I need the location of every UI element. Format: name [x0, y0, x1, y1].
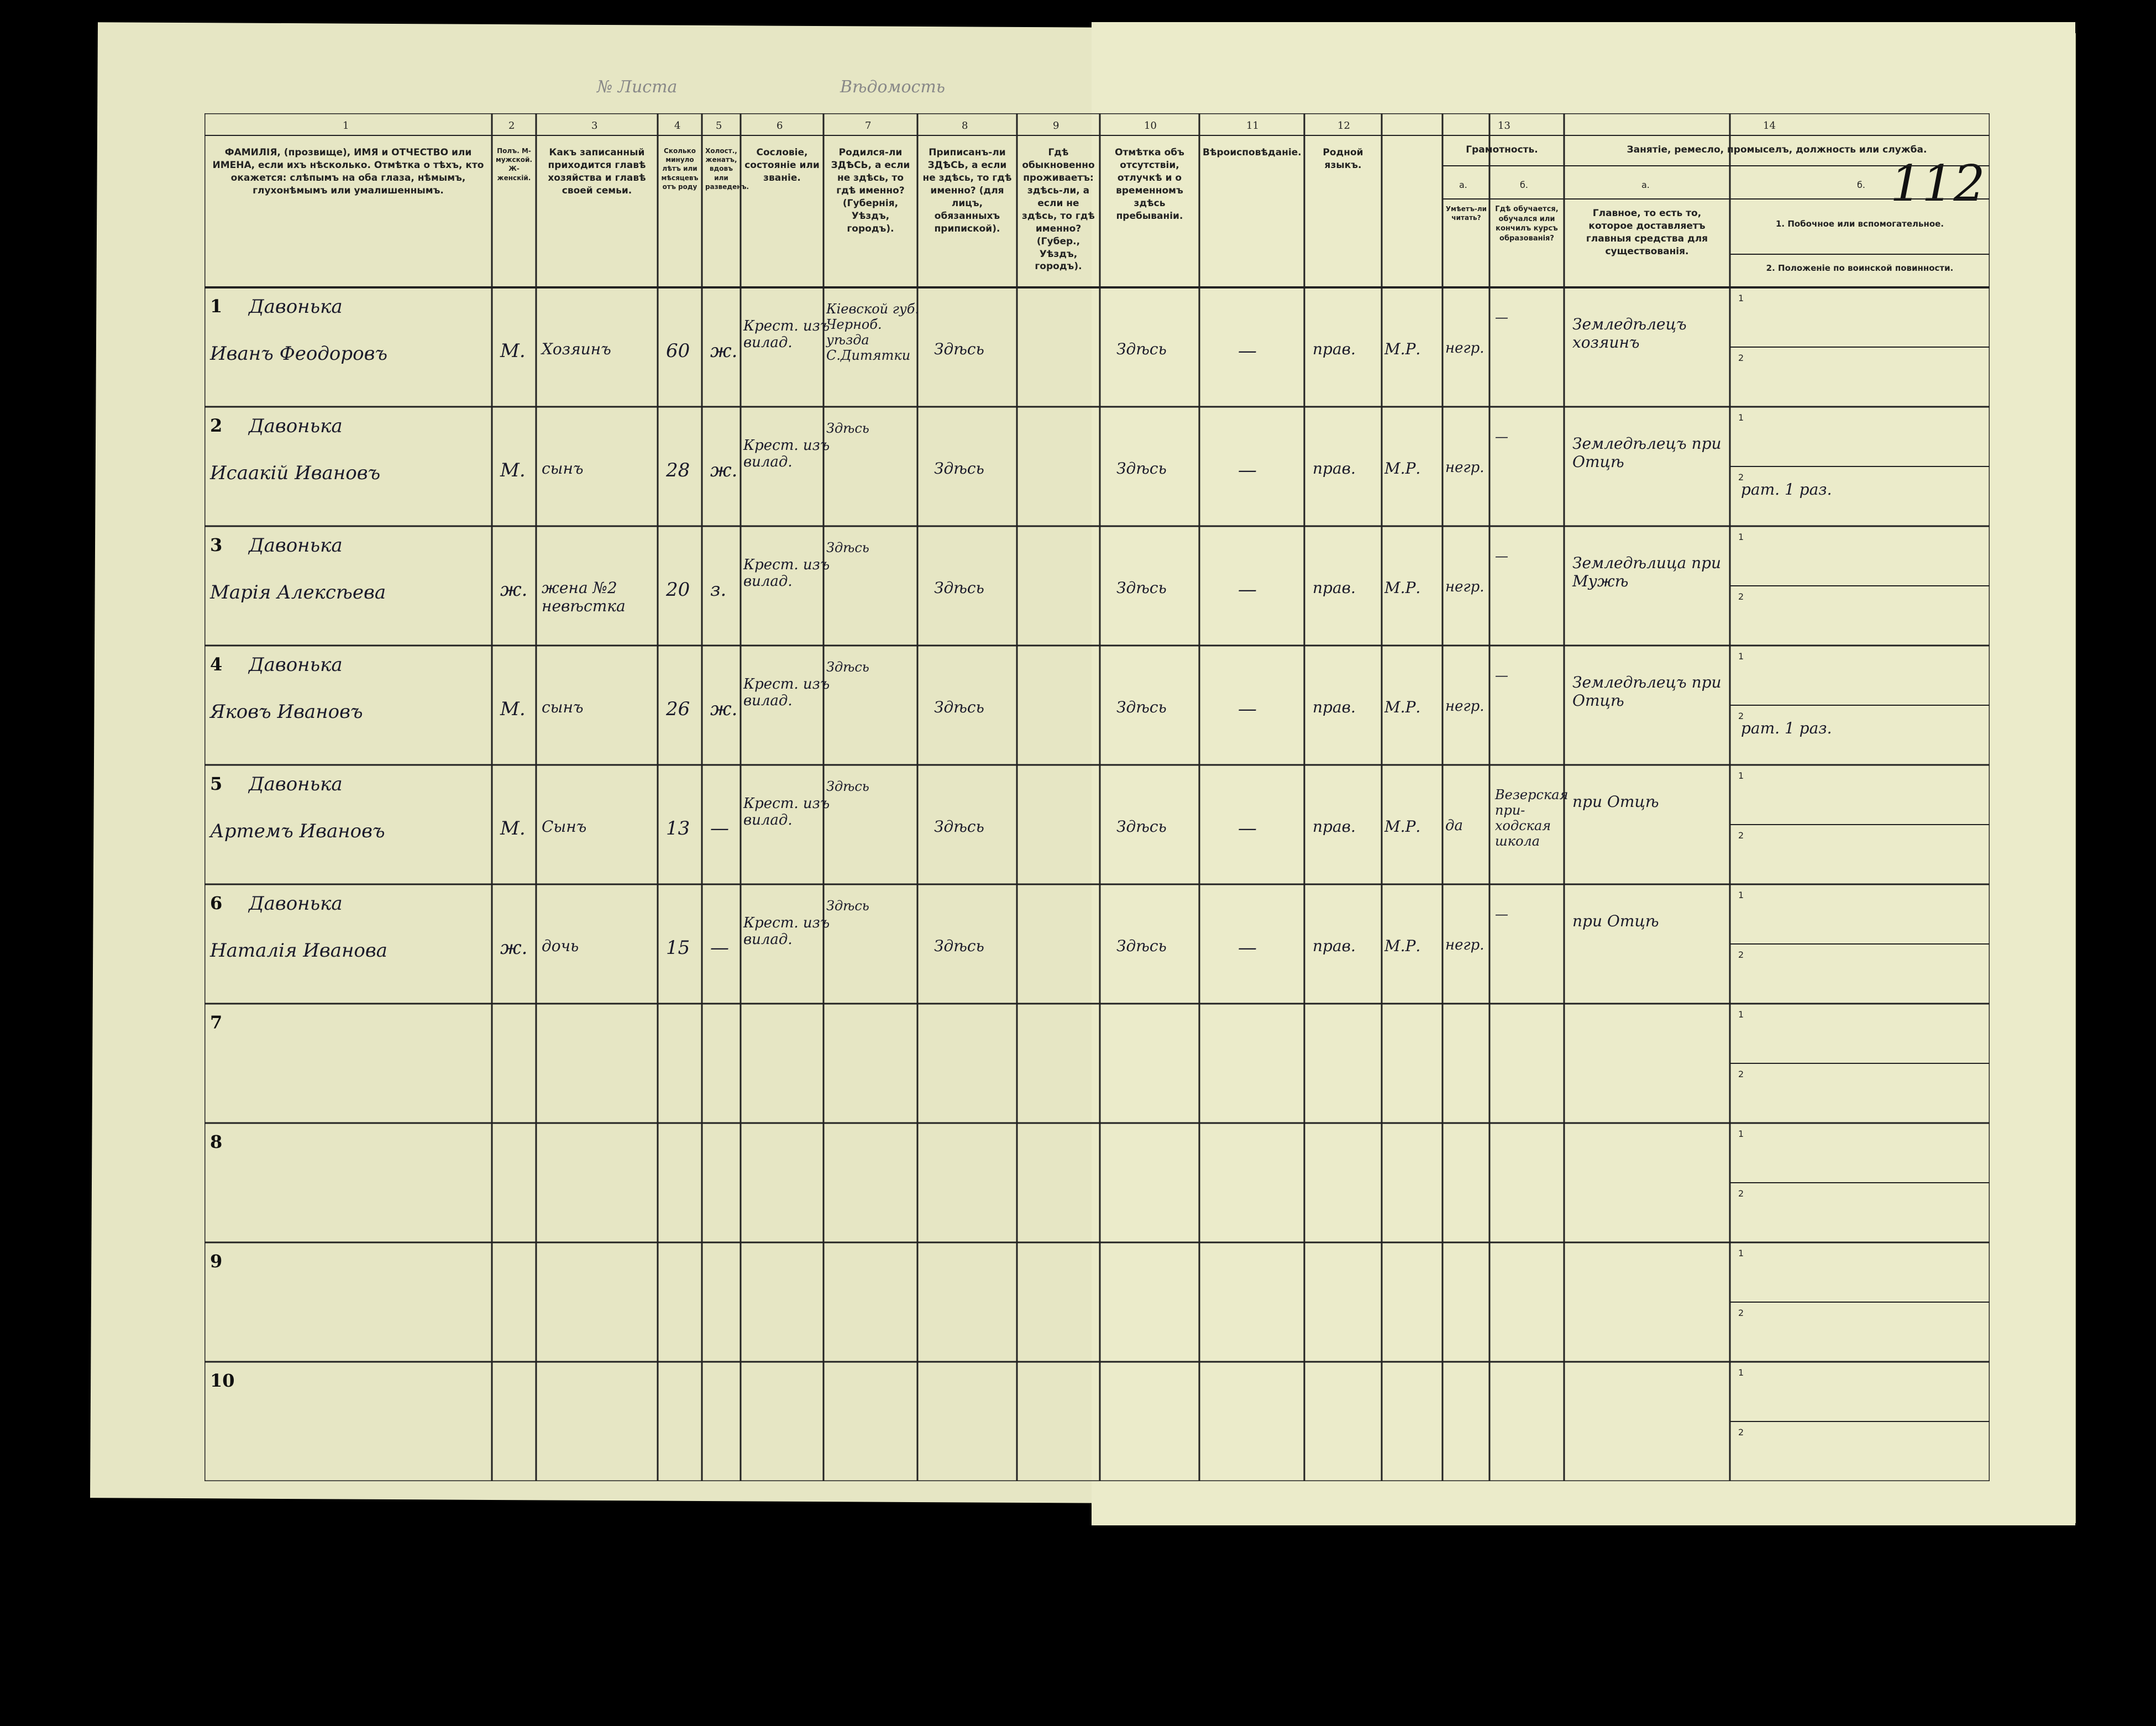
occupation-b1: 1 — [1738, 412, 1744, 423]
marital: — — [710, 937, 729, 959]
religion: прав. — [1313, 340, 1356, 358]
birthplace: Здѣсь — [826, 540, 869, 555]
occupation-b1: 1 — [1738, 532, 1744, 542]
surname: Давонька — [249, 415, 343, 437]
col-3-number: 3 — [591, 120, 598, 132]
sheet-number: 112 — [1890, 155, 1985, 213]
col-12-header: Родной языкъ. — [1323, 147, 1363, 171]
sex: М. — [500, 459, 526, 481]
education: Везерская при-ходская школа — [1495, 787, 1569, 849]
given-name: Наталія Иванова — [210, 940, 387, 962]
occupation-b2: 2 — [1738, 1427, 1744, 1438]
occupation-b2: 2 — [1738, 949, 1744, 960]
education: — — [1495, 548, 1508, 564]
literacy: негр. — [1445, 340, 1484, 356]
occupation: Земледѣлица при Мужѣ — [1572, 554, 1722, 590]
occupation-b1: 1 — [1738, 1129, 1744, 1139]
language: М.Р. — [1384, 459, 1421, 478]
occupation-b2: 2 — [1738, 830, 1744, 841]
registered: Здѣсь — [934, 817, 984, 836]
literacy: негр. — [1445, 459, 1484, 476]
relation: Сынъ — [542, 817, 587, 836]
col-1-header: ФАМИЛІЯ, (прозвище), ИМЯ и ОТЧЕСТВО или ИМЕНА, если ихъ нѣсколько. Отмѣтка о тѣхъ, кто окажется: слѣпымъ на оба глаза, нѣмымъ, глухонѣмымъ или умалишеннымъ. — [212, 147, 484, 196]
col-4-header: Сколько минуло лѣтъ или мѣсяцевъ отъ роду — [661, 147, 699, 191]
col-10-number: 10 — [1144, 120, 1157, 132]
row-number: 7 — [210, 1012, 223, 1033]
occupation: при Отцѣ — [1572, 793, 1659, 811]
birthplace: Здѣсь — [826, 659, 869, 675]
col-14b2-header: 2. Положеніе по воинской повинности. — [1766, 263, 1954, 273]
literacy: негр. — [1445, 937, 1484, 953]
birthplace: Кіевской губ. Черноб. уѣзда С.Дитятки — [826, 301, 920, 363]
estate: Крест. изъ вилад. — [743, 557, 830, 590]
education: — — [1495, 668, 1508, 683]
col-8-header: Приписанъ-ли ЗДѢСЬ, а если не здѣсь, то гдѣ именно? (для лицъ, обязанныхъ припиской). — [922, 147, 1012, 234]
absence: — — [1238, 579, 1257, 601]
language: М.Р. — [1384, 698, 1421, 716]
religion: прав. — [1313, 937, 1356, 955]
col-13-title: Грамотность. — [1466, 144, 1538, 155]
marital: ж. — [710, 698, 738, 720]
col-13-number: 13 — [1498, 120, 1510, 132]
birthplace: Здѣсь — [826, 898, 869, 914]
col-2-number: 2 — [508, 120, 515, 132]
marital: ж. — [710, 340, 738, 362]
residence: Здѣсь — [1116, 459, 1167, 478]
estate: Крест. изъ вилад. — [743, 676, 830, 709]
col-1-number: 1 — [343, 120, 349, 132]
col-7-header: Родился-ли ЗДѢСЬ, а если не здѣсь, то гдѣ именно? (Губернія, Уѣздъ, городъ). — [831, 147, 910, 234]
marital: — — [710, 817, 729, 840]
registered: Здѣсь — [934, 340, 984, 358]
surname: Давонька — [249, 893, 343, 915]
col-14-title: Занятіе, ремесло, промыселъ, должность или служба. — [1627, 144, 1927, 155]
religion: прав. — [1313, 579, 1356, 597]
col-13a-label: а. — [1459, 180, 1467, 190]
religion: прав. — [1313, 817, 1356, 836]
given-name: Исаакій Ивановъ — [210, 462, 381, 484]
row-number: 10 — [210, 1370, 235, 1391]
absence: — — [1238, 459, 1257, 481]
given-name: Артемъ Ивановъ — [210, 820, 385, 842]
surname: Давонька — [249, 534, 343, 557]
occupation: Земледѣлецъ при Отцѣ — [1572, 673, 1722, 710]
absence: — — [1238, 937, 1257, 959]
occupation-b1: 1 — [1738, 770, 1744, 781]
birthplace: Здѣсь — [826, 421, 869, 436]
occupation: при Отцѣ — [1572, 912, 1659, 930]
marital: з. — [710, 579, 727, 601]
row-number: 9 — [210, 1251, 223, 1272]
given-name: Марія Алексѣева — [210, 581, 386, 604]
col-2-header: Полъ. М-мужской. Ж-женскій. — [495, 147, 533, 182]
sex: ж. — [500, 937, 528, 959]
given-name: Яковъ Ивановъ — [210, 701, 363, 723]
registered: Здѣсь — [934, 459, 984, 478]
residence: Здѣсь — [1116, 579, 1167, 597]
absence: — — [1238, 698, 1257, 720]
residence: Здѣсь — [1116, 937, 1167, 955]
absence: — — [1238, 817, 1257, 840]
sex: ж. — [500, 579, 528, 601]
relation: сынъ — [542, 459, 584, 478]
age: 28 — [666, 459, 690, 481]
literacy: да — [1445, 817, 1463, 834]
occupation-b1: 1 — [1738, 890, 1744, 900]
military-status: рат. 1 раз. — [1741, 480, 1832, 499]
col-14a-label: а. — [1641, 180, 1650, 190]
occupation-b2: 2 — [1738, 591, 1744, 602]
language: М.Р. — [1384, 340, 1421, 358]
occupation-b2: 2 — [1738, 353, 1744, 363]
military-status: рат. 1 раз. — [1741, 719, 1832, 737]
col-8-number: 8 — [962, 120, 968, 132]
col-13b-header: Гдѣ обучается, обучался или кончилъ курсъ образованія? — [1495, 205, 1559, 243]
surname: Давонька — [249, 296, 343, 318]
col-9-number: 9 — [1053, 120, 1059, 132]
education: — — [1495, 906, 1508, 922]
col-13a-header: Умѣетъ-ли читать? — [1445, 205, 1487, 222]
sex: М. — [500, 698, 526, 720]
surname: Давонька — [249, 773, 343, 795]
registered: Здѣсь — [934, 579, 984, 597]
col-9-header: Гдѣ обыкновенно проживаетъ: здѣсь-ли, а если не здѣсь, то гдѣ именно? (Губер., Уѣздъ, городъ). — [1022, 147, 1095, 272]
relation: Хозяинъ — [542, 340, 611, 358]
col-10-header: Отмѣтка объ отсутствіи, отлучкѣ и о временномъ здѣсь пребываніи. — [1115, 147, 1184, 222]
occupation: Земледѣлецъ хозяинъ — [1572, 315, 1687, 352]
col-14b-label: б. — [1857, 180, 1865, 190]
relation: сынъ — [542, 698, 584, 716]
col-12-number: 12 — [1337, 120, 1350, 132]
row-number: 6 — [210, 893, 223, 914]
col-6-header: Сословіе, состояніе или званіе. — [744, 147, 820, 183]
estate: Крест. изъ вилад. — [743, 915, 830, 948]
sex: М. — [500, 340, 526, 362]
col-5-number: 5 — [716, 120, 722, 132]
absence: — — [1238, 340, 1257, 362]
education: — — [1495, 309, 1508, 325]
col-4-number: 4 — [674, 120, 681, 132]
col-5-header: Холост., женатъ, вдовъ или разведенъ. — [705, 147, 749, 191]
row-number: 5 — [210, 773, 223, 794]
surname: Давонька — [249, 654, 343, 676]
row-number: 8 — [210, 1131, 223, 1152]
religion: прав. — [1313, 459, 1356, 478]
occupation-b1: 1 — [1738, 651, 1744, 662]
age: 26 — [666, 698, 690, 720]
col-14a-header: Главное, то есть то, которое доставляетъ главныя средства для существованія. — [1586, 208, 1708, 257]
age: 15 — [666, 937, 690, 959]
given-name: Иванъ Феодоровъ — [210, 343, 388, 365]
occupation-b2: 2 — [1738, 1069, 1744, 1079]
language: М.Р. — [1384, 817, 1421, 836]
language: М.Р. — [1384, 937, 1421, 955]
occupation-b1: 1 — [1738, 1248, 1744, 1258]
occupation-b2: 2 — [1738, 472, 1744, 482]
age: 20 — [666, 579, 690, 601]
row-number: 2 — [210, 415, 223, 436]
age: 13 — [666, 817, 690, 840]
estate: Крест. изъ вилад. — [743, 318, 830, 351]
col-3-header: Какъ записанный приходится главѣ хозяйства и главѣ своей семьи. — [548, 147, 646, 196]
language: М.Р. — [1384, 579, 1421, 597]
age: 60 — [666, 340, 690, 362]
col-6-number: 6 — [777, 120, 783, 132]
residence: Здѣсь — [1116, 340, 1167, 358]
registered: Здѣсь — [934, 698, 984, 716]
occupation-b1: 1 — [1738, 1009, 1744, 1020]
col-13b-label: б. — [1520, 180, 1528, 190]
occupation: Земледѣлецъ при Отцѣ — [1572, 434, 1722, 471]
col-14b1-header: 1. Побочное или вспомогательное. — [1775, 219, 1944, 229]
row-number: 3 — [210, 534, 223, 555]
residence: Здѣсь — [1116, 817, 1167, 836]
literacy: негр. — [1445, 579, 1484, 595]
row-number: 4 — [210, 654, 223, 675]
relation: жена №2 невѣстка — [542, 579, 626, 615]
occupation-b2: 2 — [1738, 1308, 1744, 1318]
birthplace: Здѣсь — [826, 779, 869, 794]
row-number: 1 — [210, 296, 223, 317]
estate: Крест. изъ вилад. — [743, 795, 830, 828]
marital: ж. — [710, 459, 738, 481]
literacy: негр. — [1445, 698, 1484, 715]
occupation-b2: 2 — [1738, 1188, 1744, 1199]
col-11-header: Вѣроисповѣданіе. — [1203, 147, 1302, 158]
relation: дочь — [542, 937, 579, 955]
occupation-b1: 1 — [1738, 1367, 1744, 1378]
residence: Здѣсь — [1116, 698, 1167, 716]
estate: Крест. изъ вилад. — [743, 437, 830, 470]
sheet-label: № Листа — [597, 77, 678, 97]
religion: прав. — [1313, 698, 1356, 716]
occupation-b2: 2 — [1738, 711, 1744, 721]
top-right-label: Вѣдомость — [840, 77, 946, 97]
registered: Здѣсь — [934, 937, 984, 955]
sex: М. — [500, 817, 526, 840]
col-11-number: 11 — [1246, 120, 1259, 132]
col-7-number: 7 — [865, 120, 872, 132]
occupation-b1: 1 — [1738, 293, 1744, 303]
education: — — [1495, 429, 1508, 444]
col-14-number: 14 — [1763, 120, 1776, 132]
